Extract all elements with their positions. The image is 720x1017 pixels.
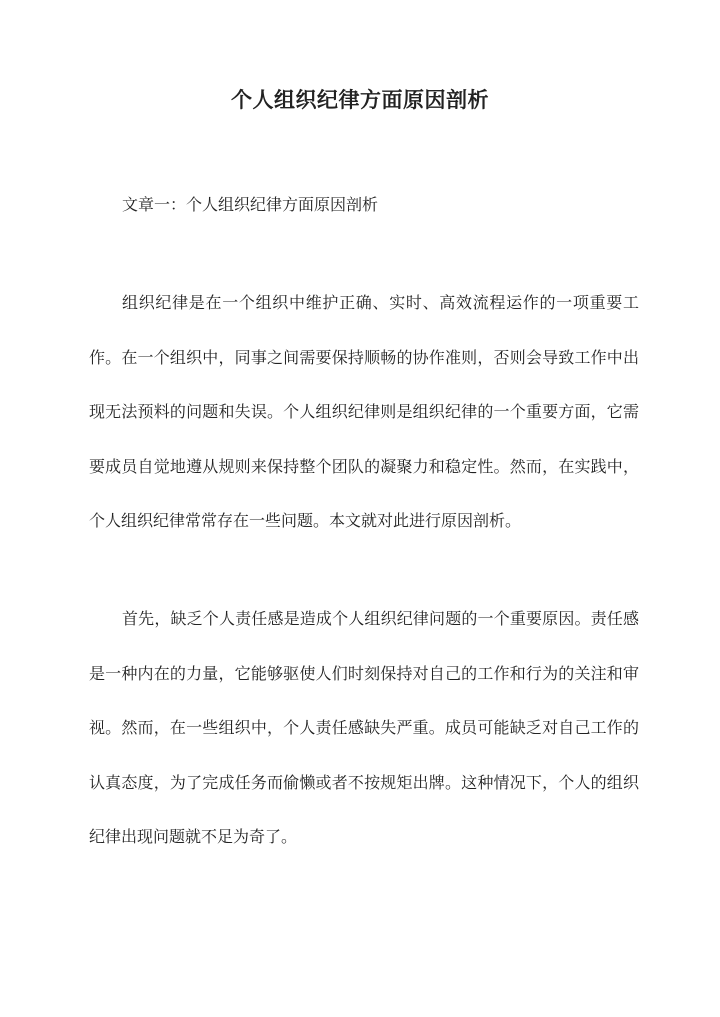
page-title: 个人组织纪律方面原因剖析 — [231, 87, 489, 112]
paragraph-2: 首先，缺乏个人责任感是造成个人组织纪律问题的一个重要原因。责任感是一种内在的力量，它能够驱使人们时刻保持对自己的工作和行为的关注和审视。然而，在一些组织中，个人责任感缺失严重。成员可能缺乏对自己工作的认真态度，为了完成任务而偷懒或者不按规矩出牌。这种情况下，个人的组织纪律出现问题就不足为奇了。 — [89, 609, 639, 846]
article-subtitle: 文章一：个人组织纪律方面原因剖析 — [122, 195, 379, 214]
paragraph-1: 组织纪律是在一个组织中维护正确、实时、高效流程运作的一项重要工作。在一个组织中，同事之间需要保持顺畅的协作准则，否则会导致工作中出现无法预料的问题和失误。个人组织纪律则是组织纪律的一个重要方面，它需要成员自觉地遵从规则来保持整个团队的凝聚力和稳定性。然而，在实践中，个人组织纪律常常存在一些问题。本文就对此进行原因剖析。 — [89, 293, 639, 530]
